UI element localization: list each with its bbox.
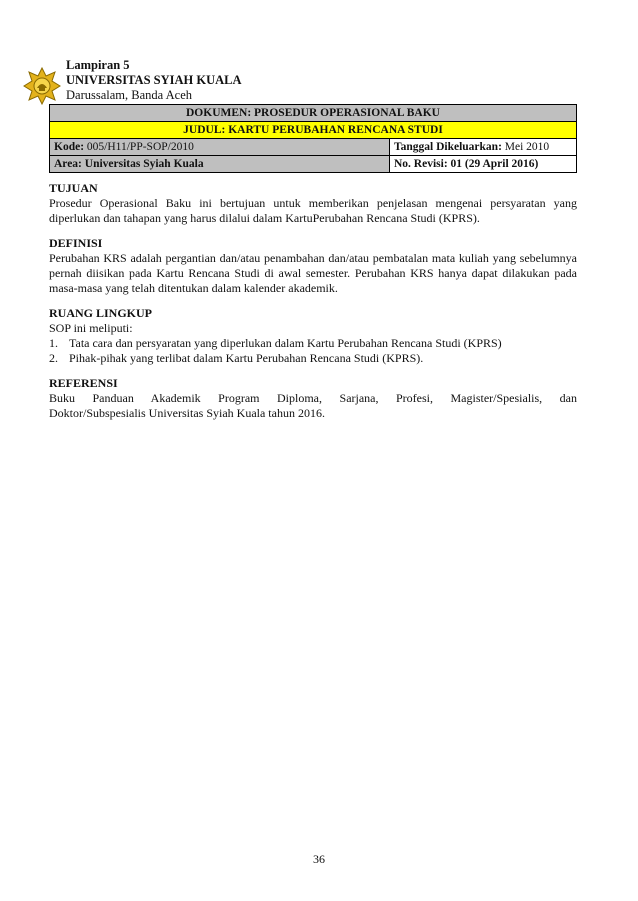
- section-referensi: [49, 376, 577, 421]
- document-body: [49, 181, 577, 431]
- section-ruang-lingkup: [49, 306, 577, 366]
- university-location: Darussalam, Banda Aceh: [66, 88, 193, 102]
- section-tujuan: [49, 181, 577, 226]
- section-title: DEFINISI: [49, 236, 103, 250]
- section-intro: SOP ini meliputi:: [49, 321, 133, 335]
- section-definisi: [49, 236, 577, 296]
- document-type-cell: DOKUMEN: PROSEDUR OPERASIONAL BAKU: [50, 105, 577, 122]
- list-item-text: Tata cara dan persyaratan yang diperlukan dalam Kartu Perubahan Rencana Studi (KPRS): [69, 336, 502, 350]
- university-seal-icon: [22, 66, 62, 106]
- list-item-text: Pihak-pihak yang terlibat dalam Kartu Perubahan Rencana Studi (KPRS).: [69, 351, 424, 365]
- revision-cell: No. Revisi: 01 (29 April 2016): [390, 156, 577, 173]
- attachment-label: Lampiran 5: [66, 58, 130, 72]
- section-text: Perubahan KRS adalah pergantian dan/atau penambahan dan/atau pembatalan mata kuliah yang sebelumnya pernah diisikan pada Kartu Rencana Studi di awal semester. Perubahan KRS hanya dapat dilakukan pada masa-masa yang telah ditentukan dalam kalender akademik.: [49, 251, 577, 295]
- issue-date-cell: [390, 139, 577, 156]
- section-text: Prosedur Operasional Baku ini bertujuan untuk memberikan penjelasan mengenai persyaratan yang diperlukan dan tahapan yang harus dilalui dalam KartuPerubahan Rencana Studi (KPRS).: [49, 196, 577, 225]
- code-label: Kode:: [54, 140, 85, 153]
- list-item: [49, 351, 577, 366]
- code-cell: [50, 139, 390, 156]
- university-name: UNIVERSITAS SYIAH KUALA: [66, 73, 242, 87]
- list-item-number: 1.: [49, 336, 58, 350]
- list-item-number: 2.: [49, 351, 58, 365]
- scope-list: [49, 336, 577, 366]
- issue-date-value: Mei 2010: [504, 140, 550, 153]
- list-item: [49, 336, 577, 351]
- section-title: REFERENSI: [49, 376, 118, 390]
- letterhead: [66, 58, 242, 103]
- issue-date-label: Tanggal Dikeluarkan:: [394, 140, 502, 153]
- section-title: RUANG LINGKUP: [49, 306, 153, 320]
- table-row: [50, 156, 577, 173]
- reference-line-2: Doktor/Subspesialis Universitas Syiah Kuala tahun 2016.: [49, 406, 325, 420]
- document-info-table: [49, 104, 577, 173]
- area-cell: Area: Universitas Syiah Kuala: [50, 156, 390, 173]
- section-title: TUJUAN: [49, 181, 98, 195]
- reference-line-1: Buku Panduan Akademik Program Diploma, Sarjana, Profesi, Magister/Spesialis, dan: [49, 391, 577, 405]
- document-title-cell: JUDUL: KARTU PERUBAHAN RENCANA STUDI: [50, 122, 577, 139]
- table-row: [50, 139, 577, 156]
- table-row: [50, 122, 577, 139]
- code-value: 005/H11/PP-SOP/2010: [86, 140, 194, 153]
- table-row: [50, 105, 577, 122]
- page-number: 36: [313, 852, 325, 866]
